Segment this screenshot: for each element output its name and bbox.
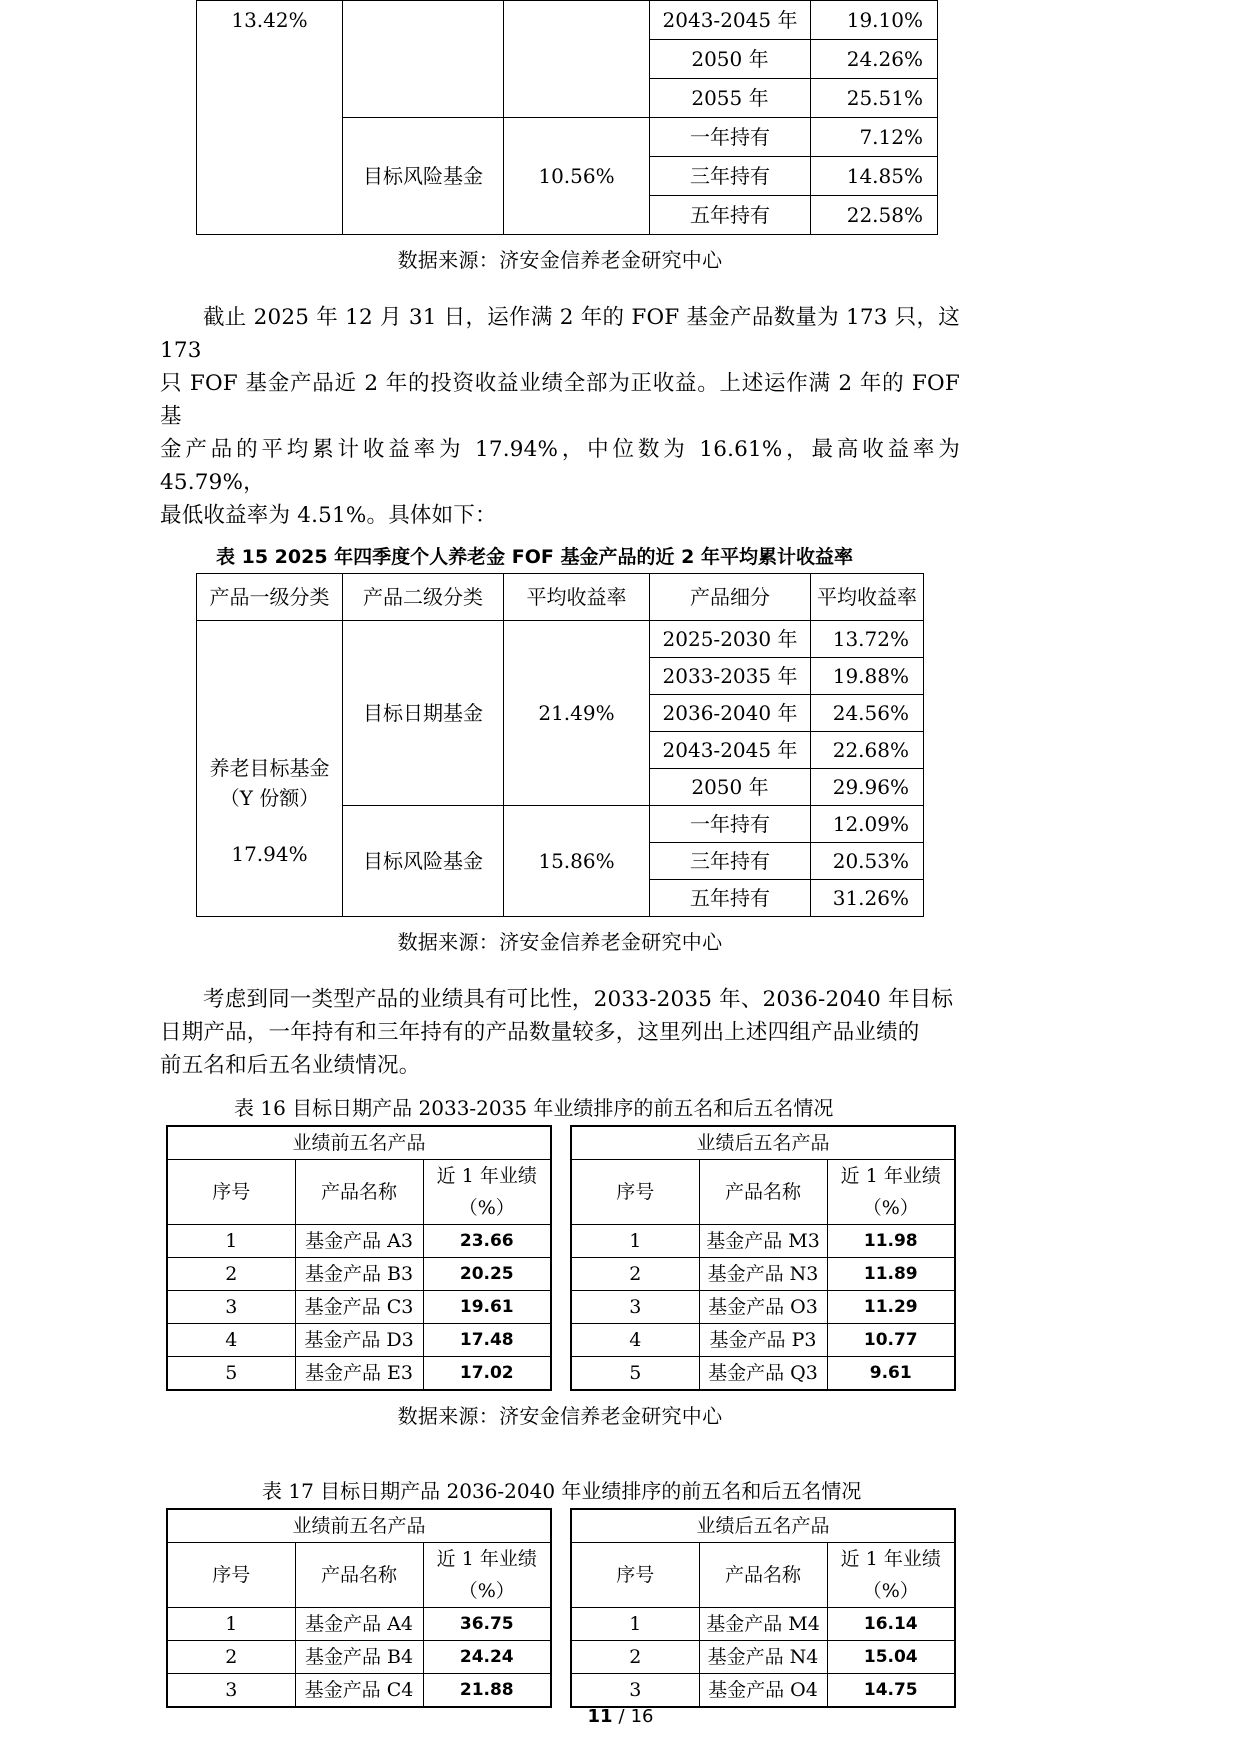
- table-title-row: [571, 1126, 955, 1160]
- cell-rank: 2: [167, 1641, 295, 1674]
- cell-subcategory: 目标风险基金: [343, 118, 504, 235]
- cell-product-name: 基金产品 O4: [699, 1674, 827, 1708]
- cell-subcategory-blank: [343, 1, 504, 118]
- cell-rate: 24.26%: [811, 40, 938, 79]
- table-15-source: 数据来源：济安金信养老金研究中心: [397, 930, 723, 954]
- cell-performance: 16.14: [827, 1608, 955, 1641]
- paragraph-2-line-1: 考虑到同一类型产品的业绩具有可比性，2033-2035 年、2036-2040 年目标: [203, 987, 954, 1012]
- cell-product-name: 基金产品 E3: [295, 1357, 423, 1391]
- cell-product-name: 基金产品 A4: [295, 1608, 423, 1641]
- table-header-row: [571, 1160, 955, 1225]
- total-page-number: 16: [630, 1706, 654, 1727]
- paragraph-1-line-2: 只 FOF 基金产品近 2 年的投资收益业绩全部为正收益。上述运作满 2 年的 FOF 基: [160, 371, 960, 429]
- table-title-row: [571, 1509, 955, 1543]
- cell-product-name: 基金产品 N4: [699, 1641, 827, 1674]
- cell-product-name: 基金产品 C4: [295, 1674, 423, 1708]
- cell-product-name: 基金产品 O3: [699, 1291, 827, 1324]
- header-rank: 序号: [167, 1160, 295, 1225]
- table-16-source: 数据来源：济安金信养老金研究中心: [397, 1404, 723, 1428]
- table-15-caption: 表 15 2025 年四季度个人养老金 FOF 基金产品的近 2 年平均累计收益率: [216, 546, 853, 568]
- table-17-top5: [166, 1508, 552, 1708]
- header-performance: 近 1 年业绩（%）: [827, 1160, 955, 1225]
- table-17-wrapper: [166, 1508, 956, 1708]
- cell-rank: 1: [571, 1225, 699, 1258]
- header-primary-category: 产品一级分类: [197, 574, 343, 621]
- page-content: [160, 0, 960, 1708]
- cell-rank: 3: [571, 1674, 699, 1708]
- cell-detail: 三年持有: [650, 843, 811, 880]
- cell-rank: 2: [167, 1258, 295, 1291]
- table-row: [571, 1291, 955, 1324]
- table-16-top5: [166, 1125, 552, 1391]
- cell-performance: 20.25: [423, 1258, 551, 1291]
- cell-performance: 36.75: [423, 1608, 551, 1641]
- table-row: [167, 1608, 551, 1641]
- cell-rank: 4: [571, 1324, 699, 1357]
- table-row: [167, 1324, 551, 1357]
- top5-title: 业绩前五名产品: [167, 1509, 551, 1543]
- cell-secondary-category: 目标日期基金: [343, 621, 504, 806]
- table-16-wrapper: [166, 1125, 956, 1391]
- cell-rank: 4: [167, 1324, 295, 1357]
- header-average-rate: 平均收益率: [504, 574, 650, 621]
- header-secondary-category: 产品二级分类: [343, 574, 504, 621]
- paragraph-1-line-4: 最低收益率为 4.51%。具体如下：: [160, 503, 497, 528]
- bottom5-title: 业绩后五名产品: [571, 1509, 955, 1543]
- cell-detail: 2050 年: [650, 40, 811, 79]
- table-row: [167, 1357, 551, 1391]
- table-spacer: [552, 1125, 570, 1391]
- cell-detail: 2036-2040 年: [650, 695, 811, 732]
- cell-performance: 24.24: [423, 1641, 551, 1674]
- cell-detail: 五年持有: [650, 196, 811, 235]
- cell-detail: 一年持有: [650, 806, 811, 843]
- table-spacer: [552, 1508, 570, 1708]
- cell-product-name: 基金产品 M3: [699, 1225, 827, 1258]
- cell-performance: 23.66: [423, 1225, 551, 1258]
- cell-performance: 9.61: [827, 1357, 955, 1391]
- cell-rate: 7.12%: [811, 118, 938, 157]
- cell-detail: 三年持有: [650, 157, 811, 196]
- cell-performance: 11.89: [827, 1258, 955, 1291]
- cell-rank: 1: [167, 1608, 295, 1641]
- header-performance: 近 1 年业绩（%）: [423, 1160, 551, 1225]
- cell-secondary-rate: 21.49%: [504, 621, 650, 806]
- page-footer: [0, 1706, 1241, 1727]
- cell-product-name: 基金产品 B4: [295, 1641, 423, 1674]
- table-title-row: [167, 1509, 551, 1543]
- cell-rate: 20.53%: [811, 843, 924, 880]
- cell-performance: 14.75: [827, 1674, 955, 1708]
- paragraph-2-line-2: 日期产品，一年持有和三年持有的产品数量较多，这里列出上述四组产品业绩的: [160, 1020, 920, 1045]
- table-row: [571, 1641, 955, 1674]
- cell-rank: 3: [167, 1674, 295, 1708]
- cell-rank: 5: [167, 1357, 295, 1391]
- cell-rank: 2: [571, 1641, 699, 1674]
- cell-detail: 五年持有: [650, 880, 811, 917]
- table-header-row: [167, 1543, 551, 1608]
- header-performance: 近 1 年业绩（%）: [423, 1543, 551, 1608]
- header-product-detail: 产品细分: [650, 574, 811, 621]
- header-performance: 近 1 年业绩（%）: [827, 1543, 955, 1608]
- current-page-number: 11: [587, 1706, 613, 1727]
- cell-product-name: 基金产品 M4: [699, 1608, 827, 1641]
- cell-performance: 10.77: [827, 1324, 955, 1357]
- cell-product-name: 基金产品 P3: [699, 1324, 827, 1357]
- cell-rate: 22.58%: [811, 196, 938, 235]
- table-row: [167, 1641, 551, 1674]
- header-product-name: 产品名称: [699, 1160, 827, 1225]
- table-header-row: [167, 1160, 551, 1225]
- cell-primary-category: [197, 621, 343, 917]
- cell-rate: 19.10%: [811, 1, 938, 40]
- paragraph-1-line-3: 金产品的平均累计收益率为 17.94%，中位数为 16.61%，最高收益率为 45.79%，: [160, 437, 960, 495]
- cell-rate: 29.96%: [811, 769, 924, 806]
- table-row: [197, 621, 924, 658]
- table-row: [167, 1674, 551, 1708]
- cell-rank: 1: [571, 1608, 699, 1641]
- cell-rate: 14.85%: [811, 157, 938, 196]
- cell-rank: 1: [167, 1225, 295, 1258]
- table-row: [167, 1258, 551, 1291]
- table-17-caption: 表 17 目标日期产品 2036-2040 年业绩排序的前五名和后五名情况: [262, 1479, 862, 1503]
- table-row: [571, 1258, 955, 1291]
- cell-subrate-blank: [504, 1, 650, 118]
- table-16-bottom5: [570, 1125, 956, 1391]
- cell-product-name: 基金产品 Q3: [699, 1357, 827, 1391]
- cell-performance: 19.61: [423, 1291, 551, 1324]
- cell-secondary-category: 目标风险基金: [343, 806, 504, 917]
- category-share: （Y 份额）: [219, 785, 320, 810]
- table-row: [571, 1608, 955, 1641]
- paragraph-2-line-3: 前五名和后五名业绩情况。: [160, 1053, 421, 1078]
- cell-product-name: 基金产品 D3: [295, 1324, 423, 1357]
- cell-performance: 15.04: [827, 1641, 955, 1674]
- cell-detail: 一年持有: [650, 118, 811, 157]
- table-row: [571, 1357, 955, 1391]
- cell-rate: 22.68%: [811, 732, 924, 769]
- cell-performance: 11.29: [827, 1291, 955, 1324]
- table-14-source: 数据来源：济安金信养老金研究中心: [397, 248, 723, 272]
- cell-product-name: 基金产品 A3: [295, 1225, 423, 1258]
- cell-performance: 17.02: [423, 1357, 551, 1391]
- header-average-rate-2: 平均收益率: [811, 574, 924, 621]
- cell-performance: 17.48: [423, 1324, 551, 1357]
- table-header-row: [197, 574, 924, 621]
- header-rank: 序号: [571, 1160, 699, 1225]
- header-product-name: 产品名称: [699, 1543, 827, 1608]
- table-row: [167, 1225, 551, 1258]
- header-product-name: 产品名称: [295, 1543, 423, 1608]
- cell-detail: 2033-2035 年: [650, 658, 811, 695]
- cell-performance: 11.98: [827, 1225, 955, 1258]
- cell-product-name: 基金产品 N3: [699, 1258, 827, 1291]
- table-15: [196, 573, 924, 917]
- header-rank: 序号: [571, 1543, 699, 1608]
- cell-product-name: 基金产品 C3: [295, 1291, 423, 1324]
- cell-rank: 3: [571, 1291, 699, 1324]
- cell-rate: 24.56%: [811, 695, 924, 732]
- cell-rate: 25.51%: [811, 79, 938, 118]
- table-row: [167, 1291, 551, 1324]
- cell-detail: 2025-2030 年: [650, 621, 811, 658]
- cell-detail: 2055 年: [650, 79, 811, 118]
- table-14-continued: [196, 0, 938, 235]
- cell-rank: 3: [167, 1291, 295, 1324]
- table-16-caption: 表 16 目标日期产品 2033-2035 年业绩排序的前五名和后五名情况: [234, 1096, 834, 1120]
- cell-subrate: 10.56%: [504, 118, 650, 235]
- table-row: [571, 1225, 955, 1258]
- table-title-row: [167, 1126, 551, 1160]
- table-row: [197, 1, 938, 40]
- cell-overall-rate: 13.42%: [197, 1, 343, 235]
- cell-secondary-rate: 15.86%: [504, 806, 650, 917]
- cell-detail: 2043-2045 年: [650, 732, 811, 769]
- table-17-bottom5: [570, 1508, 956, 1708]
- table-row: [571, 1674, 955, 1708]
- header-rank: 序号: [167, 1543, 295, 1608]
- cell-detail: 2050 年: [650, 769, 811, 806]
- category-rate: 17.94%: [231, 841, 308, 866]
- cell-performance: 21.88: [423, 1674, 551, 1708]
- bottom5-title: 业绩后五名产品: [571, 1126, 955, 1160]
- cell-rate: 19.88%: [811, 658, 924, 695]
- header-product-name: 产品名称: [295, 1160, 423, 1225]
- cell-rank: 2: [571, 1258, 699, 1291]
- paragraph-1-line-1: 截止 2025 年 12 月 31 日，运作满 2 年的 FOF 基金产品数量为 173 只，这 173: [160, 305, 960, 363]
- table-row: [571, 1324, 955, 1357]
- cell-product-name: 基金产品 B3: [295, 1258, 423, 1291]
- cell-detail: 2043-2045 年: [650, 1, 811, 40]
- cell-rate: 31.26%: [811, 880, 924, 917]
- cell-rate: 13.72%: [811, 621, 924, 658]
- top5-title: 业绩前五名产品: [167, 1126, 551, 1160]
- table-header-row: [571, 1543, 955, 1608]
- category-name: 养老目标基金: [209, 755, 330, 780]
- cell-rank: 5: [571, 1357, 699, 1391]
- page-separator: /: [618, 1706, 625, 1727]
- cell-rate: 12.09%: [811, 806, 924, 843]
